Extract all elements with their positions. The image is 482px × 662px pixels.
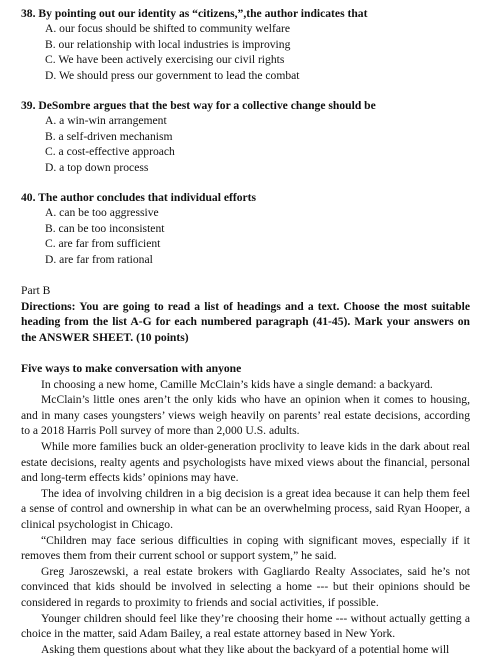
passage-paragraph: Younger children should feel like they’re choosing their home --- without actually getting a choice in the matter, said Adam Bailey, a real estate attorney based in New York.	[21, 611, 470, 641]
passage-paragraph: “Children may face serious difficulties in coping with significant moves, especially if it removes them from their current school or support system,” he said.	[21, 533, 470, 563]
option-a: A. a win-win arrangement	[45, 114, 167, 128]
passage-paragraph: In choosing a new home, Camille McClain’s kids have a single demand: a backyard.	[41, 377, 433, 391]
option-list	[45, 205, 470, 267]
option-list	[45, 113, 470, 175]
option-c: C. a cost-effective approach	[45, 145, 175, 159]
option-d: D. a top down process	[45, 160, 149, 174]
question-stem: 39. DeSombre argues that the best way for a collective change should be	[21, 99, 376, 113]
passage-paragraph: Greg Jaroszewski, a real estate brokers with Gagliardo Realty Associates, said he’s not convinced that kids should be involved in selecting a home --- but their opinions should be considered in regards to proximity to friends and social activities, if possible.	[21, 564, 470, 609]
passage-title: Five ways to make conversation with anyone	[21, 362, 242, 376]
question-38	[21, 6, 470, 83]
passage-paragraph: While more families buck an older-generation proclivity to leave kids in the dark about real estate decisions, realty agents and psychologists have mixed views about the financial, personal and long-term effects kids’ opinions may have.	[21, 440, 470, 485]
option-b: B. our relationship with local industries is improving	[45, 37, 291, 51]
option-c: C. are far from sufficient	[45, 237, 161, 251]
option-d: D. We should press our government to lead the combat	[45, 68, 300, 82]
question-stem: 40. The author concludes that individual efforts	[21, 191, 257, 205]
option-a: A. our focus should be shifted to community welfare	[45, 22, 291, 36]
passage-paragraph: The idea of involving children in a big decision is a great idea because it can help them feel a sense of control and ownership in what can be an overwhelming process, said Ryan Hooper, a clinical psychologist in Chicago.	[21, 486, 470, 532]
option-b: B. can be too inconsistent	[45, 221, 165, 235]
option-c: C. We have been actively exercising our civil rights	[45, 53, 285, 67]
question-39	[21, 98, 470, 175]
passage-paragraph: Asking them questions about what they like about the backyard of a potential home will	[41, 642, 450, 656]
question-stem: 38. By pointing out our identity as “citizens,”,the author indicates that	[21, 7, 368, 20]
option-d: D. are far from rational	[45, 252, 153, 266]
passage-paragraph: McClain’s little ones aren’t the only kids who have an opinion when it comes to housing, and in many cases youngsters’ views weigh heavily on parents’ real estate decisions, according to a 2018 Harris Poll survey of more than 2,000 U.S. adults.	[21, 393, 470, 438]
part-label: Part B	[21, 284, 51, 298]
option-b: B. a self-driven mechanism	[45, 129, 173, 143]
option-list	[45, 21, 470, 83]
option-a: A. can be too aggressive	[45, 206, 159, 220]
directions: Directions: You are going to read a list of headings and a text. Choose the most suitable heading from the list A-G for each numbered paragraph (41-45). Mark your answers on the ANSWER SHEET. (10 points)	[21, 299, 470, 344]
question-40	[21, 190, 470, 267]
